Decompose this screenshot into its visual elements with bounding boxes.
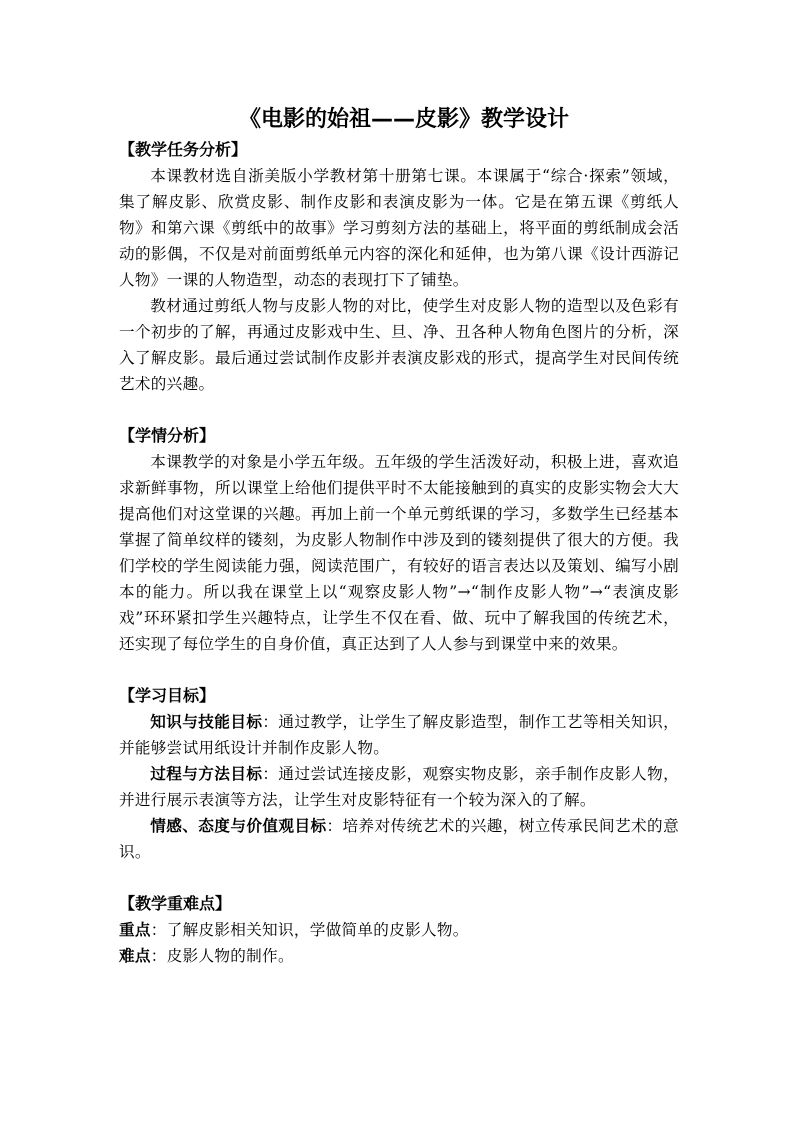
document-page <box>119 103 679 969</box>
section-objectives <box>119 683 679 865</box>
section-heading: 【教学任务分析】 <box>119 140 248 159</box>
objective-label: 过程与方法目标 <box>150 765 263 783</box>
section-heading: 【教学重难点】 <box>119 894 232 913</box>
key-point <box>119 917 679 943</box>
section-student-analysis <box>119 423 679 657</box>
objective-label: 情感、态度与价值观目标 <box>150 817 327 835</box>
paragraph: 本课教材选自浙美版小学教材第十册第七课。本课属于“综合·探索”领域，集了解皮影、欣赏皮影、制作皮影和表演皮影为一体。它是在第五课《剪纸人物》和第六课《剪纸中的故事》学习剪刻方法的基础上，将平面的剪纸制成会活动的影偶，不仅是对前面剪纸单元内容的深化和延伸，也为第八课《设计西游记人物》一课的人物造型，动态的表现打下了铺垫。 <box>119 167 679 289</box>
difficult-point-text: ：皮影人物的制作。 <box>150 947 294 965</box>
objective-knowledge <box>119 709 679 761</box>
spacer <box>119 865 679 891</box>
objective-emotion <box>119 813 679 865</box>
difficult-point <box>119 943 679 969</box>
paragraph: 本课教学的对象是小学五年级。五年级的学生活泼好动，积极上进，喜欢追求新鲜事物，所以课堂上给他们提供平时不太能接触到的真实的皮影实物会大大提高他们对这堂课的兴趣。再加上前一个单元剪纸课的学习，多数学生已经基本掌握了简单纹样的镂刻，为皮影人物制作中涉及到的镂刻提供了很大的方便。我们学校的学生阅读能力强，阅读范围广，有较好的语言表达以及策划、编写小剧本的能力。所以我在课堂上以“观察皮影人物”→“制作皮影人物”→“表演皮影戏”环环紧扣学生兴趣特点，让学生不仅在看、做、玩中了解我国的传统艺术，还实现了每位学生的自身价值，真正达到了人人参与到课堂中来的效果。 <box>119 453 679 653</box>
section-heading: 【学情分析】 <box>119 426 216 445</box>
objective-text: ：培养对传统艺术的兴趣，树立传承民间艺术的意识。 <box>119 817 679 861</box>
difficult-point-label: 难点 <box>119 947 151 965</box>
objective-process <box>119 761 679 813</box>
section-heading: 【学习目标】 <box>119 686 216 705</box>
section-task-analysis <box>119 137 679 397</box>
spacer <box>119 657 679 683</box>
objective-text: ：通过教学，让学生了解皮影造型，制作工艺等相关知识，并能够尝试用纸设计并制作皮影人物。 <box>119 713 679 757</box>
section-key-points <box>119 891 679 969</box>
spacer <box>119 397 679 423</box>
paragraph: 教材通过剪纸人物与皮影人物的对比，使学生对皮影人物的造型以及色彩有一个初步的了解，再通过皮影戏中生、旦、净、丑各种人物角色图片的分析，深入了解皮影。最后通过尝试制作皮影并表演皮影戏的形式，提高学生对民间传统艺术的兴趣。 <box>119 297 679 393</box>
objective-label: 知识与技能目标 <box>150 713 263 731</box>
key-point-text: ：了解皮影相关知识，学做简单的皮影人物。 <box>150 921 469 939</box>
objective-text: ：通过尝试连接皮影，观察实物皮影，亲手制作皮影人物，并进行展示表演等方法，让学生对皮影特征有一个较为深入的了解。 <box>119 765 679 809</box>
document-title: 《电影的始祖——皮影》教学设计 <box>238 107 569 132</box>
key-point-label: 重点 <box>119 921 151 939</box>
